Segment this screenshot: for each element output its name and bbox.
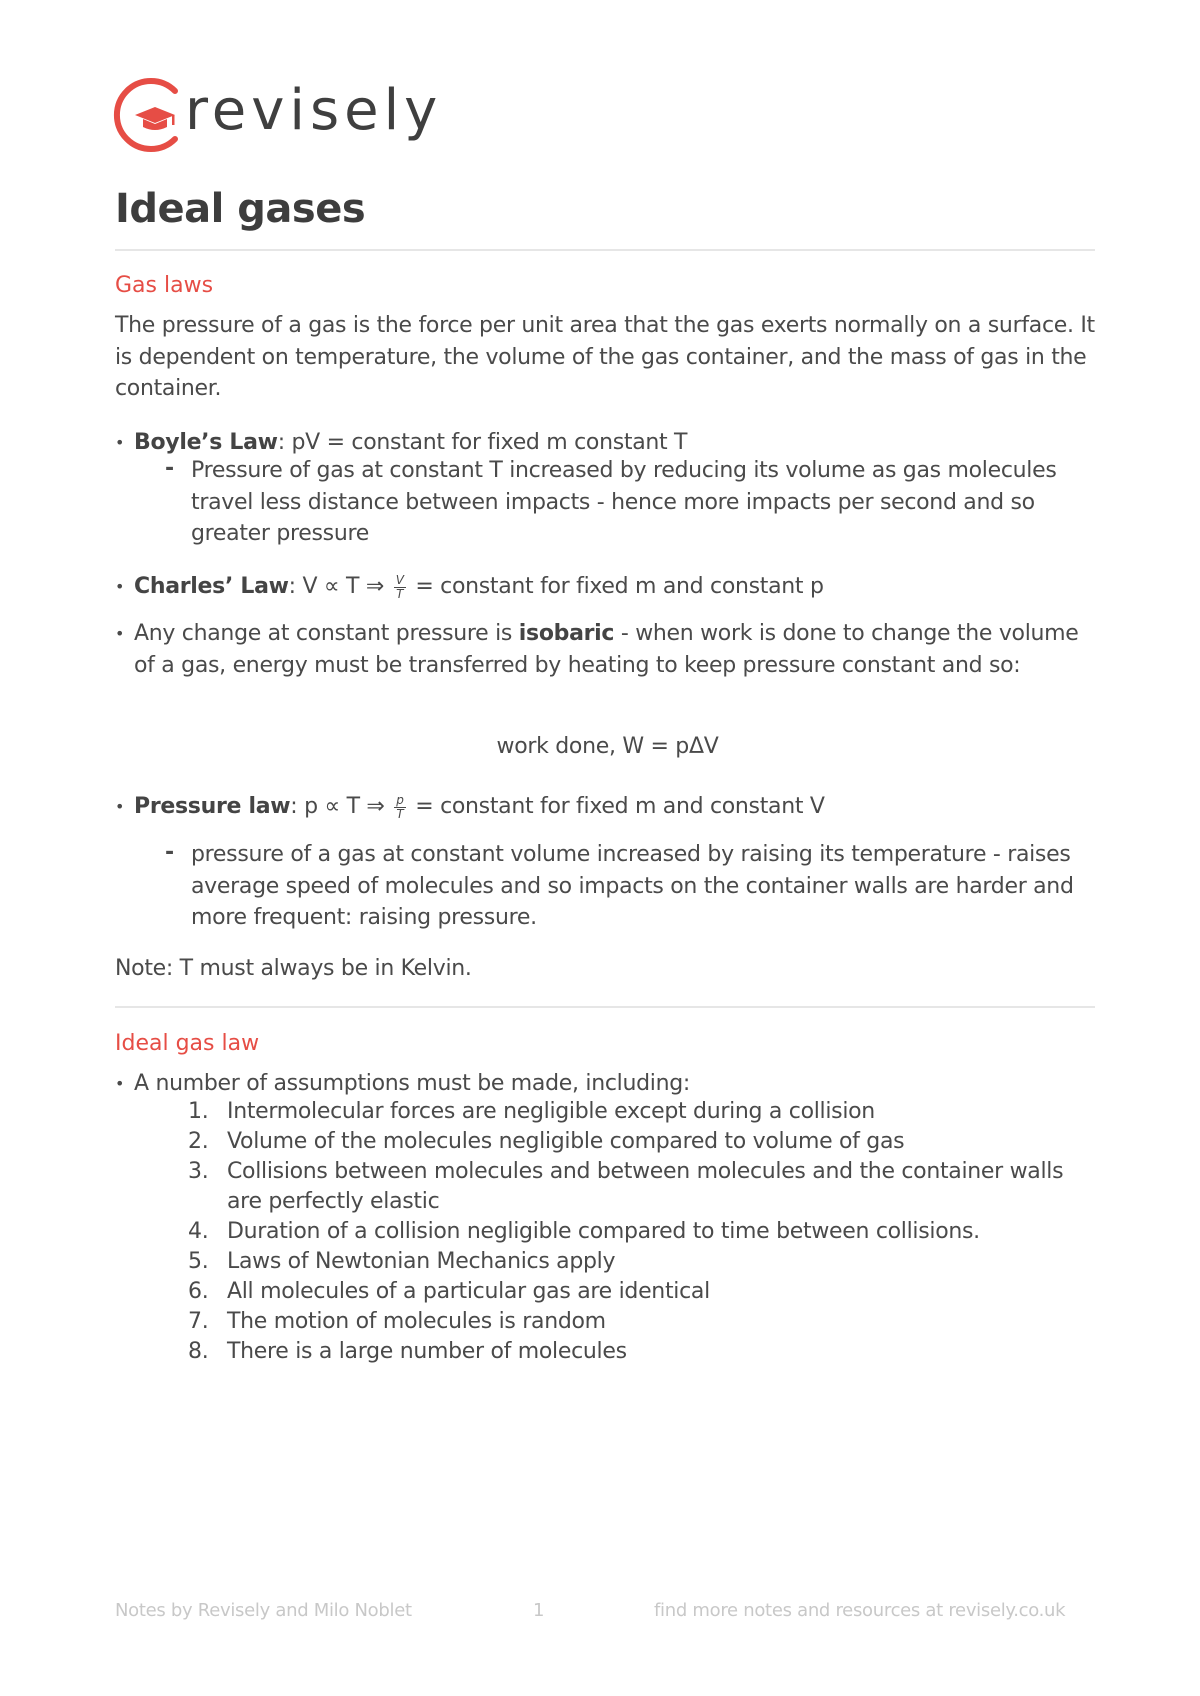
list-item [180,1127,1100,1157]
list-item [180,1247,1100,1277]
bullet-text [134,791,1084,823]
list-item-text: Collisions between molecules and between molecules and the container walls are perfectly elastic [227,1159,1064,1214]
list-item-text: Volume of the molecules negligible compared to volume of gas [227,1129,905,1154]
bullet-marker: • [115,624,125,643]
list-item-text: Duration of a collision negligible compared to time between collisions. [227,1219,980,1244]
law-name: Boyle’s Law [134,430,278,455]
divider [115,249,1095,251]
bullet-text [134,618,1084,681]
list-item [180,1277,1100,1307]
fraction-numerator: V [395,573,404,588]
assumptions-list [180,1097,1100,1367]
fraction-numerator: p [396,793,404,808]
law-name: Pressure law [134,794,291,819]
equation-work-done: work done, W = pΔV [496,734,719,759]
sub-bullet-text: pressure of a gas at constant volume increased by raising its temperature - raises average speed of molecules and so impacts on the container walls are harder and more frequent: raising pressure. [191,842,1074,930]
bullet-text [134,427,1084,459]
list-item-text: Laws of Newtonian Mechanics apply [227,1249,616,1274]
list-item-text: The motion of molecules is random [227,1309,606,1334]
list-number: 7. [188,1309,209,1334]
term-isobaric: isobaric [518,621,615,646]
fraction-v-over-t [394,574,406,601]
law-formula-post: = constant for fixed m and constant p [408,574,824,599]
text-post: - when work is done to change the volume of a gas, energy must be transferred by heating to keep pressure constant and so: [134,621,1079,678]
list-item-text: All molecules of a particular gas are identical [227,1279,710,1304]
sub-bullet-text: Pressure of gas at constant T increased by reducing its volume as gas molecules travel less distance between impacts - hence more impacts per second and so greater pressure [191,458,1057,546]
text-pre: Any change at constant pressure is [134,621,519,646]
revisely-logo[interactable] [113,70,442,160]
bullet-marker: • [115,797,125,816]
footer-page-number: 1 [533,1600,545,1621]
note-kelvin: Note: T must always be in Kelvin. [115,956,472,981]
list-item [180,1157,1100,1217]
list-number: 6. [188,1279,209,1304]
fraction-p-over-t [394,794,405,821]
bullet-text [134,571,1084,603]
intro-paragraph: The pressure of a gas is the force per unit area that the gas exerts normally on a surface. It is dependent on temperature, the volume of the gas container, and the mass of gas in the container. [115,313,1095,401]
bullet-marker: • [115,577,125,596]
fraction-denominator: T [396,807,404,822]
list-item [180,1337,1100,1367]
footer-link[interactable]: find more notes and resources at revisely.co.uk [654,1600,1066,1621]
list-item-text: Intermolecular forces are negligible except during a collision [227,1099,875,1124]
list-item-text: There is a large number of molecules [227,1339,627,1364]
dash-marker: - [165,456,174,481]
list-item [180,1097,1100,1127]
bullet-marker: • [115,1074,125,1093]
law-formula-post: = constant for fixed m and constant V [408,794,825,819]
list-number: 8. [188,1339,209,1364]
page-title: Ideal gases [115,186,366,232]
law-name: Charles’ Law [134,574,289,599]
list-number: 4. [188,1219,209,1244]
list-number: 5. [188,1249,209,1274]
fraction-denominator: T [396,587,404,602]
list-item [180,1217,1100,1247]
list-item [180,1307,1100,1337]
law-formula: : pV = constant for fixed m constant T [277,430,688,455]
footer-credit: Notes by Revisely and Milo Noblet [115,1600,412,1621]
bullet-marker: • [115,433,125,452]
law-formula-pre: : V ∝ T ⇒ [288,574,391,599]
dash-marker: - [165,840,174,865]
list-number: 3. [188,1159,209,1184]
list-number: 1. [188,1099,209,1124]
section-heading-ideal-gas-law: Ideal gas law [115,1031,260,1056]
logo-wordmark: revisely [185,77,443,143]
divider [115,1006,1095,1008]
law-formula-pre: : p ∝ T ⇒ [290,794,392,819]
bullet-text: A number of assumptions must be made, including: [134,1071,690,1096]
list-number: 2. [188,1129,209,1154]
section-heading-gas-laws: Gas laws [115,273,214,298]
